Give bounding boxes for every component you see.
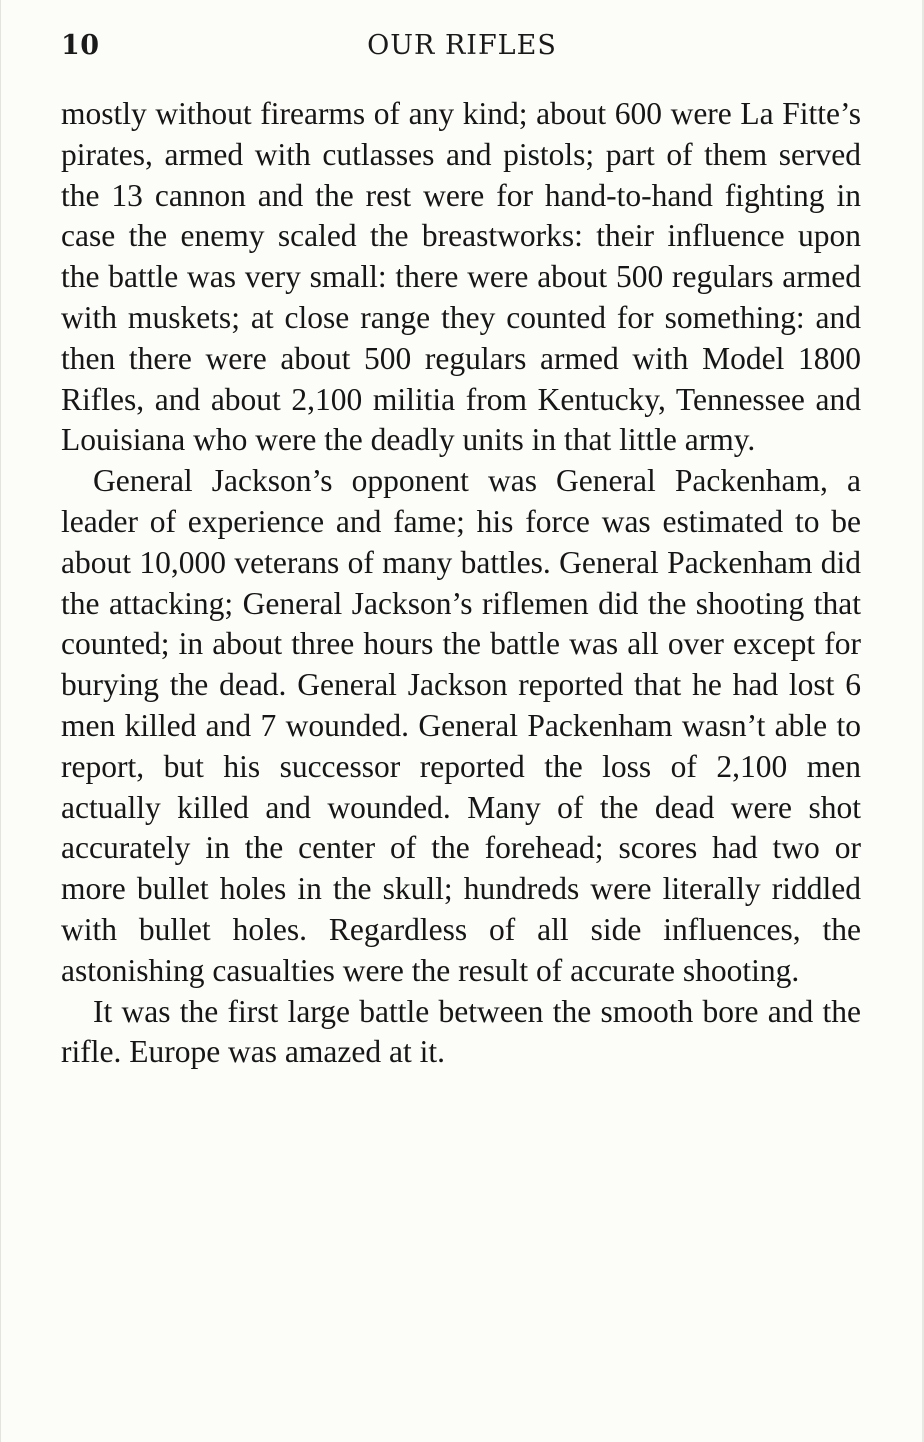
paragraph-2: General Jackson’s opponent was General Packenham, a leader of experience and fame; his force was estimated to be about 10,000 veterans of many battles. General Packenham did the attacking; General Jackson’s riflemen did the shooting that counted; in about three hours the battle was all over except for burying the dead. General Jackson reported that he had lost 6 men killed and 7 wounded. General Packenham wasn’t able to report, but his successor reported the loss of 2,100 men actually killed and wounded. Many of the dead were shot accurately in the center of the forehead; scores had two or more bullet holes in the skull; hundreds were literally riddled with bullet holes. Regardless of all side influences, the astonishing casualties were the result of accurate shooting.: [61, 463, 861, 988]
body-text: [61, 94, 861, 1073]
paragraph-3: It was the first large battle between the smooth bore and the rifle. Europe was amazed at it.: [61, 993, 861, 1070]
page-header: [61, 30, 861, 70]
page-number: 10: [61, 30, 100, 61]
running-title: OUR RIFLES: [367, 30, 557, 61]
paragraph-1: mostly without firearms of any kind; about 600 were La Fitte’s pirates, armed with cutlasses and pistols; part of them served the 13 cannon and the rest were for hand-to-hand fighting in case the enemy scaled the breastworks: their influence upon the battle was very small: there were about 500 regulars armed with muskets; at close range they counted for something: and then there were about 500 regulars armed with Model 1800 Rifles, and about 2,100 militia from Kentucky, Tennessee and Louisiana who were the deadly units in that little army.: [61, 96, 861, 458]
